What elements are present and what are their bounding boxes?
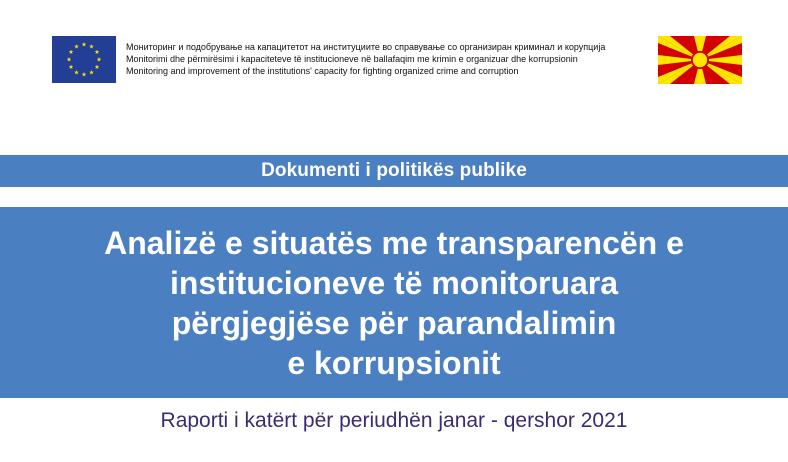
eu-star-icon [74, 44, 79, 48]
eu-star-icon [82, 42, 87, 46]
document-type-band [0, 155, 788, 187]
document-title [104, 223, 684, 383]
eu-star-icon [69, 50, 74, 54]
title-band [0, 207, 788, 398]
eu-star-icon [97, 57, 102, 61]
title-line-3: përgjegjëse për parandalimin [171, 304, 617, 341]
document-type-label: Dokumenti i politikës publike [261, 160, 527, 181]
project-description [126, 41, 666, 77]
report-period: Raporti i katërt për periudhën janar - qershor 2021 [160, 409, 628, 432]
eu-star-icon [89, 44, 94, 48]
eu-star-icon [82, 72, 87, 76]
header-logos [52, 36, 742, 86]
eu-star-icon [89, 70, 94, 74]
project-description-mk: Мониторинг и подобрување на капацитетот на институциите во справување со организиран криминал и корупција [126, 42, 606, 52]
eu-star-icon [74, 70, 79, 74]
eu-star-icon [95, 50, 100, 54]
eu-star-icon [95, 65, 100, 69]
eu-flag-icon [52, 36, 116, 83]
project-description-en: Monitoring and improvement of the institutions' capacity for fighting organized crime and corruption [126, 66, 519, 76]
title-line-2: institucioneve të monitoruara [169, 264, 619, 301]
mk-flag-sun [658, 36, 742, 84]
north-macedonia-flag-icon [658, 36, 742, 84]
title-line-1: Analizë e situatës me transparencën e [104, 224, 684, 261]
eu-flag-stars [52, 36, 116, 83]
eu-star-icon [67, 57, 72, 61]
project-description-sq: Monitorimi dhe përmirësimi i kapaciteteve të institucioneve në ballafaqim me krimin e organizuar dhe korrupsionin [126, 54, 578, 64]
eu-star-icon [69, 65, 74, 69]
title-line-4: e korrupsionit [287, 344, 501, 381]
